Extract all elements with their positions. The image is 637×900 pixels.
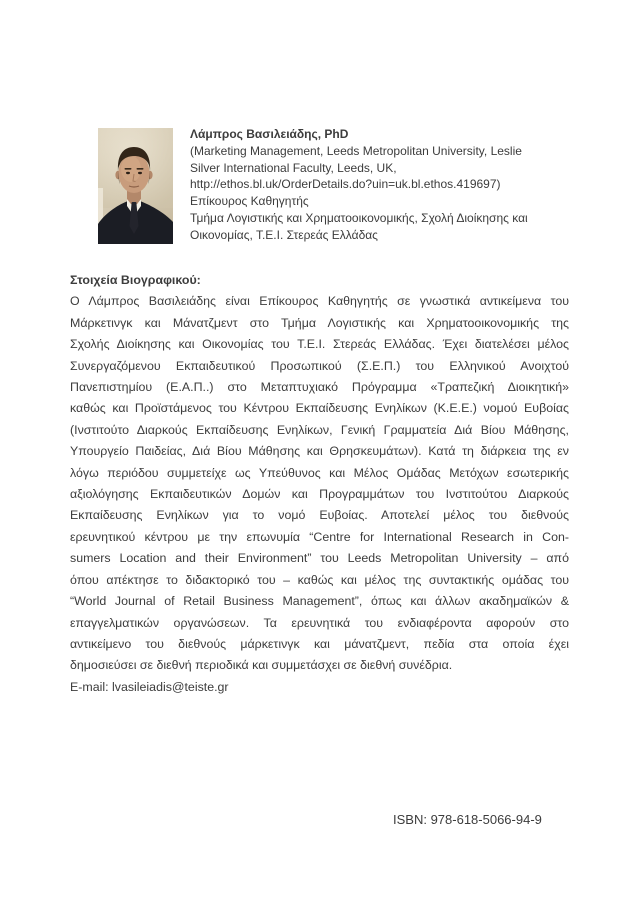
bio-line: λόγω περιόδου συμμετείχε ως Υπεύθυνος και Μέλος Ομάδας Μετόχων εσωτερικής (70, 465, 569, 480)
profile-title-line: Επίκουρος Καθηγητής (190, 194, 309, 209)
bio-line: Πανεπιστημίου (Ε.Α.Π..) στο Μεταπτυχιακό Πρόγραμμα «Τραπεζική Διοικητική» (70, 380, 569, 395)
profile-info (190, 126, 574, 244)
profile-name: Λάμπρος Βασιλειάδης, PhD (190, 127, 349, 141)
profile-affiliation-line: (Marketing Management, Leeds Metropolitan University, Leslie (190, 143, 522, 158)
bio-line: (Ινστιτούτο Διαρκούς Εκπαίδευσης Ενηλίκων, Γενική Γραμματεία Διά Βίου Μάθησης, (70, 422, 569, 437)
bio-line: επαγγελματικών οργανώσεων. Τα ερευνητικά του ενδιαφέροντα αφορούν στο (70, 615, 569, 630)
portrait-photo-graphic (98, 128, 173, 244)
profile-affiliation-line: Silver International Faculty, Leeds, UK, (190, 160, 397, 175)
profile-department-line: Τμήμα Λογιστικής και Χρηματοοικονομικής, Σχολή Διοίκησης και (190, 210, 528, 225)
isbn-text: ISBN: 978-618-5066-94-9 (393, 812, 542, 827)
bio-line: Υπουργείο Παιδείας, Διά Βίου Μάθησης και Θρησκευμάτων). Κατά τη διάρκεια της εν (70, 444, 569, 459)
bio-line: αντικείμενο του διεθνούς μάρκετινγκ και μάνατζμεντ, πεδία στα οποία έχει (70, 636, 569, 651)
profile-photo (98, 128, 173, 244)
bio-line: Συνεργαζόμενου Εκπαιδευτικού Προσωπικού (Σ.Ε.Π.) του Ελληνικού Ανοιχτού (70, 358, 569, 373)
bio-email: E-mail: lvasileiadis@teiste.gr (70, 679, 229, 694)
bio-line: Εκπαίδευσης Ενηλίκων για το νομό Ευβοίας. Αποτελεί μέλος του διεθνούς (70, 508, 569, 523)
bio-line: δημοσιεύσει σε διεθνή περιοδικά και συμμετάσχει σε διεθνή συνέδρια. (70, 658, 453, 673)
bio-line: “World Journal of Retail Business Management”, όπως και άλλων ακαδημαϊκών & (70, 594, 569, 609)
bio-line: Σχολής Διοίκησης και Οικονομίας του Τ.Ε.Ι. Στερεάς Ελλάδας. Έχει διατελέσει μέλος (70, 337, 569, 352)
bio-line: αξιολόγησης Εκπαιδευτικών Δομών και Προγραμμάτων του Ινστιτούτου Διαρκούς (70, 487, 569, 502)
bio-line: όπου απέκτησε το διδακτορικό του – καθώς και μέλος της συντακτικής ομάδας του (70, 572, 569, 587)
bio-heading: Στοιχεία Βιογραφικού: (70, 273, 201, 287)
bio-line: sumers Location and their Environment” του Leeds Metropolitan University – από (70, 551, 569, 566)
bio-line: καθώς και Προϊστάμενος του Κέντρου Εκπαίδευσης Ενηλίκων (Κ.Ε.Ε.) νομού Ευβοίας (70, 401, 569, 416)
profile-thesis-url: http://ethos.bl.uk/OrderDetails.do?uin=uk.bl.ethos.419697) (190, 177, 501, 192)
biography-section (70, 270, 569, 698)
bio-line: Μάρκετινγκ και Μάνατζμεντ στο Τμήμα Λογιστικής και Χρηματοοικονομικής της (70, 315, 569, 330)
bio-line: ερευνητικού κέντρου με την επωνυμία “Centre for International Research in Con- (70, 529, 569, 544)
bio-line: Ο Λάμπρος Βασιλειάδης είναι Επίκουρος Καθηγητής σε γνωστικά αντικείμενα του (70, 294, 569, 309)
profile-department-line: Οικονομίας, Τ.Ε.Ι. Στερεάς Ελλάδας (190, 227, 378, 242)
